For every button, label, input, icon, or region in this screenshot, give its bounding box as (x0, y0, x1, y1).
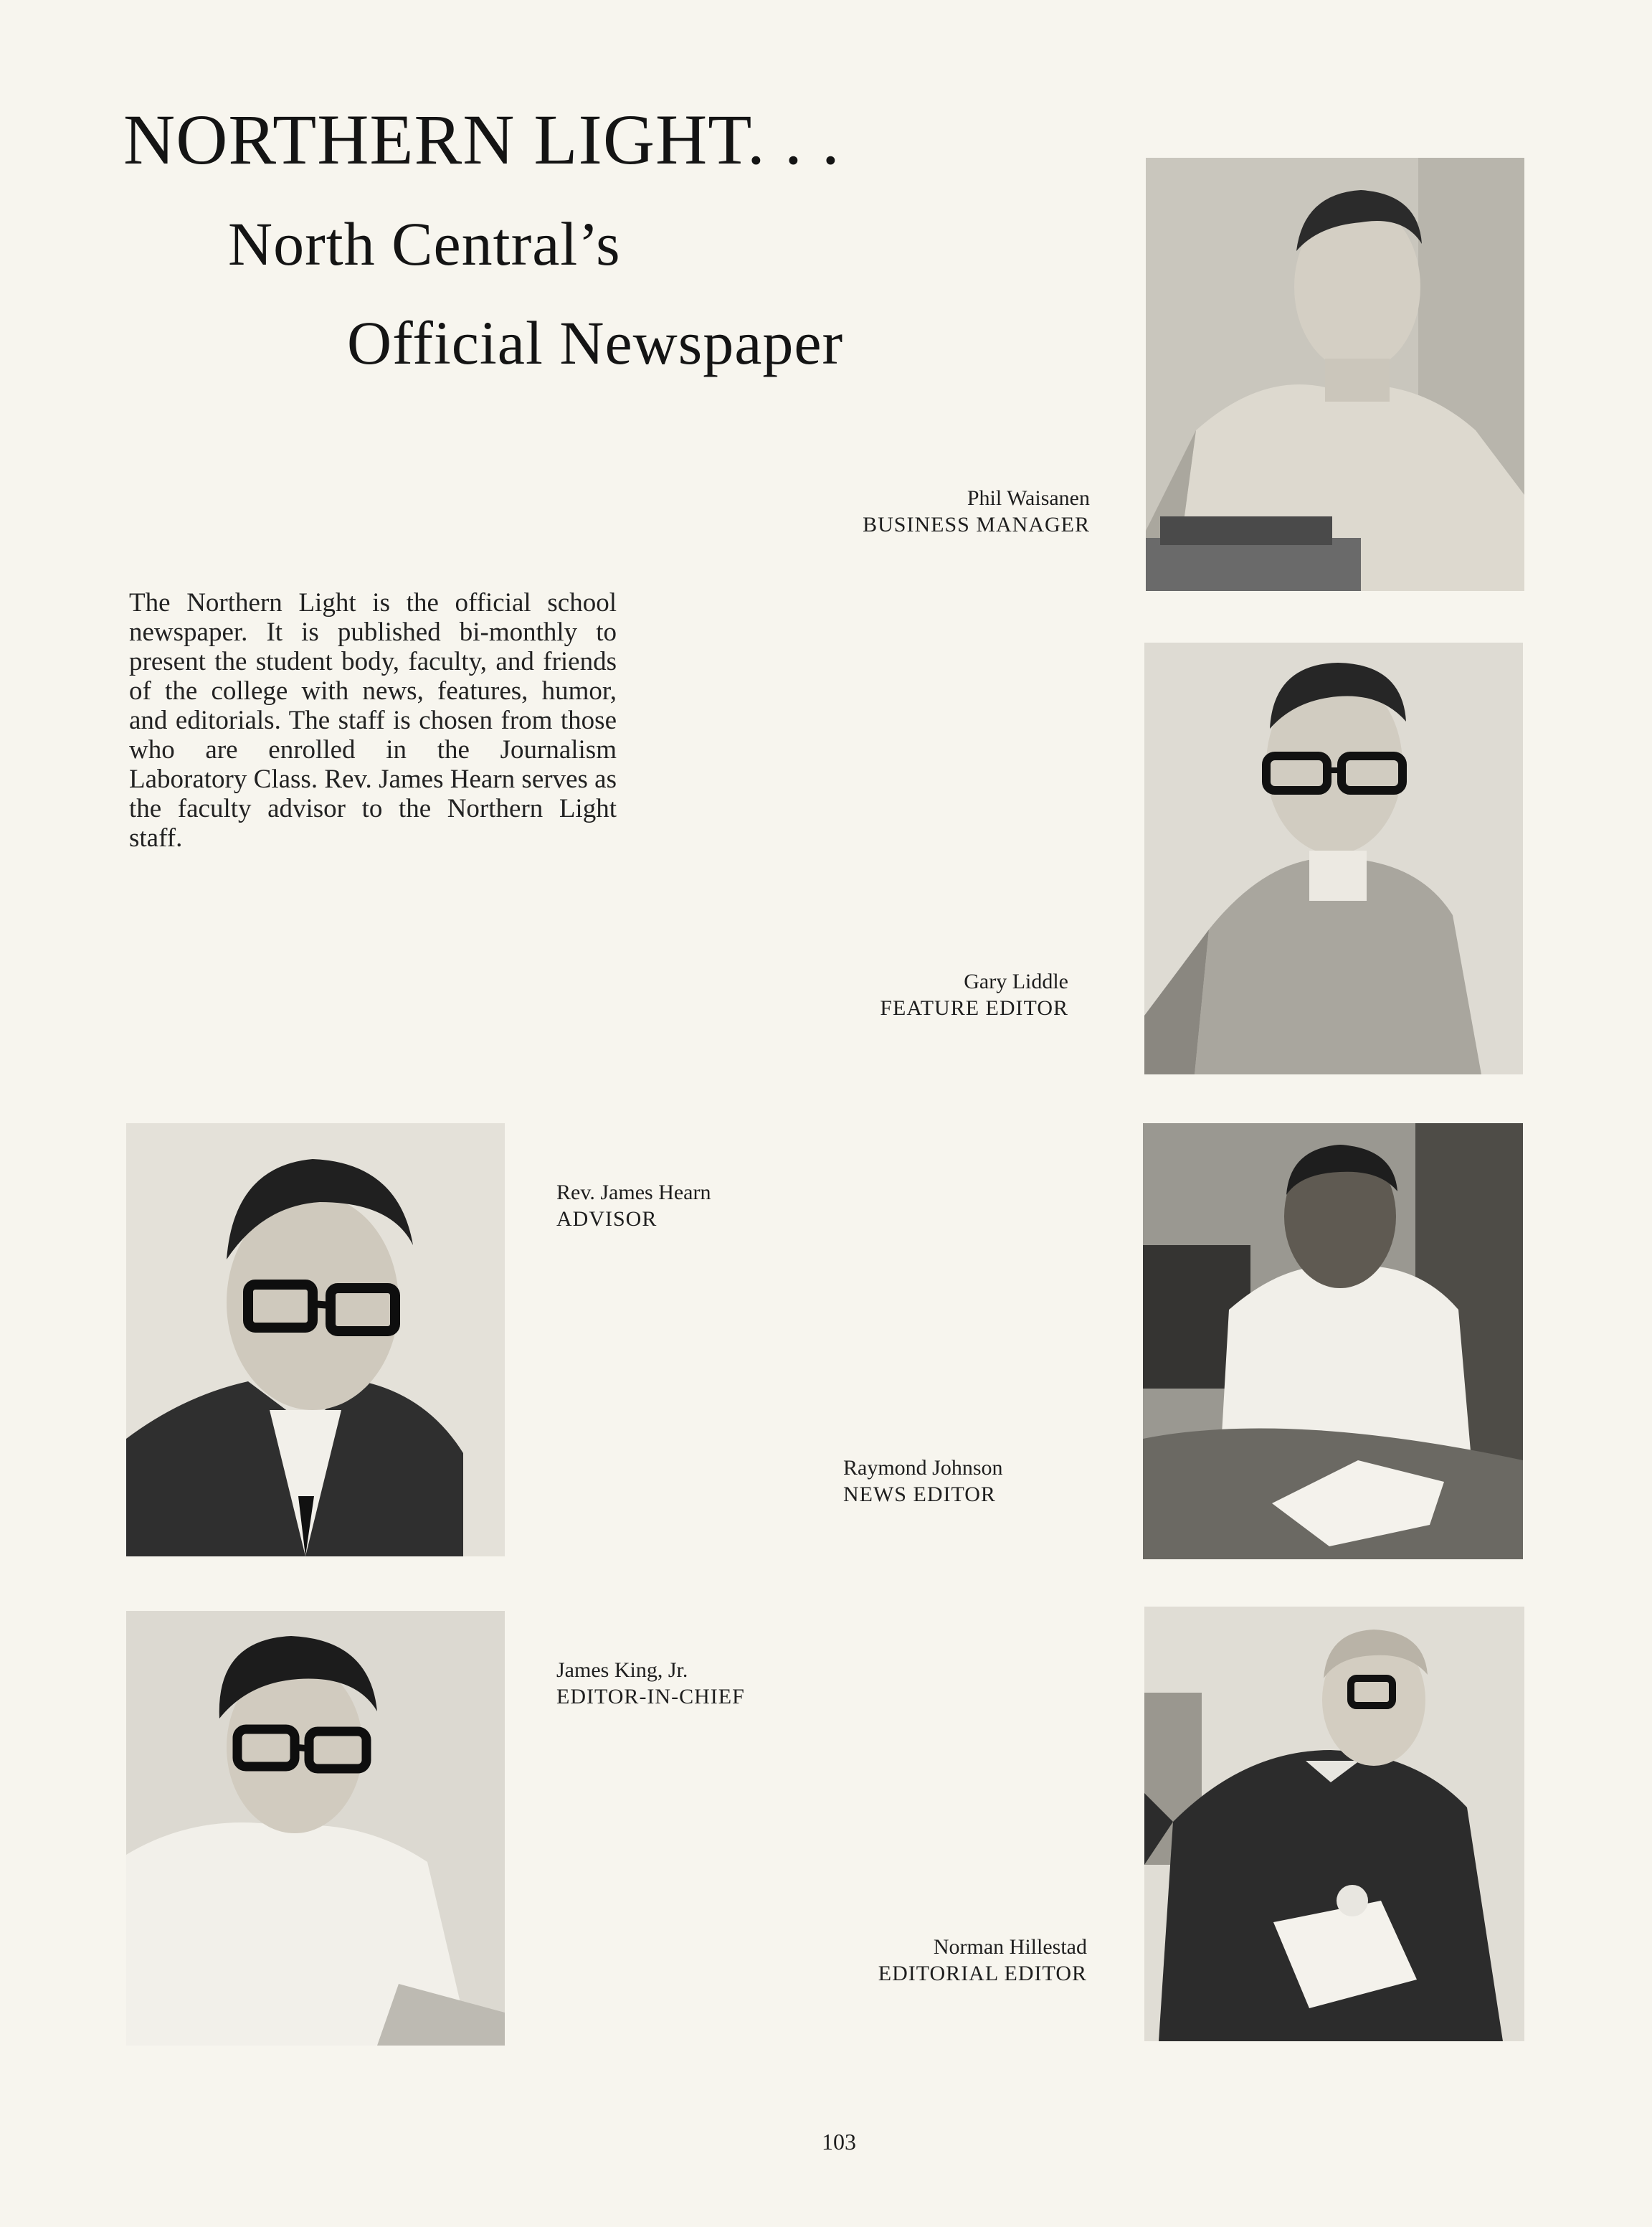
staff-name: Norman Hillestad (933, 1935, 1087, 1959)
photo-editorial-editor (1144, 1607, 1524, 2041)
staff-name: Raymond Johnson (843, 1456, 1003, 1480)
staff-role: ADVISOR (556, 1207, 658, 1231)
caption-news-editor (843, 1455, 1101, 1508)
photo-editor-in-chief (126, 1611, 505, 2046)
photo-business-manager (1146, 158, 1524, 591)
page-number: 103 (822, 2129, 856, 2155)
staff-role: FEATURE EDITOR (880, 996, 1068, 1020)
page-subtitle-line-2: Official Newspaper (347, 308, 844, 377)
staff-role: EDITORIAL EDITOR (878, 1962, 1087, 1985)
page-subtitle-line-1: North Central’s (228, 209, 621, 278)
photo-advisor (126, 1123, 505, 1556)
page-title: NORTHERN LIGHT. . . (123, 100, 840, 179)
caption-advisor (556, 1179, 815, 1232)
photo-feature-editor (1144, 643, 1523, 1074)
staff-name: Gary Liddle (964, 970, 1068, 993)
intro-paragraph: The Northern Light is the official school newspaper. It is published bi-monthly to present the student body, faculty, and friends of the college with news, features, humor, and editorials. The staff is chosen from those who are enrolled in the Journalism Laboratory Class. Rev. James Hearn serves as the faculty advisor to the Northern Light staff. (129, 588, 617, 853)
staff-name: Rev. James Hearn (556, 1181, 711, 1204)
staff-name: Phil Waisanen (967, 486, 1090, 510)
caption-editorial-editor (829, 1934, 1087, 1987)
caption-business-manager (832, 485, 1090, 538)
staff-name: James King, Jr. (556, 1658, 688, 1682)
caption-editor-in-chief (556, 1657, 815, 1710)
staff-role: EDITOR-IN-CHIEF (556, 1685, 745, 1708)
photo-news-editor (1143, 1123, 1523, 1559)
staff-role: NEWS EDITOR (843, 1483, 996, 1506)
staff-role: BUSINESS MANAGER (863, 513, 1090, 536)
caption-feature-editor (810, 968, 1068, 1021)
